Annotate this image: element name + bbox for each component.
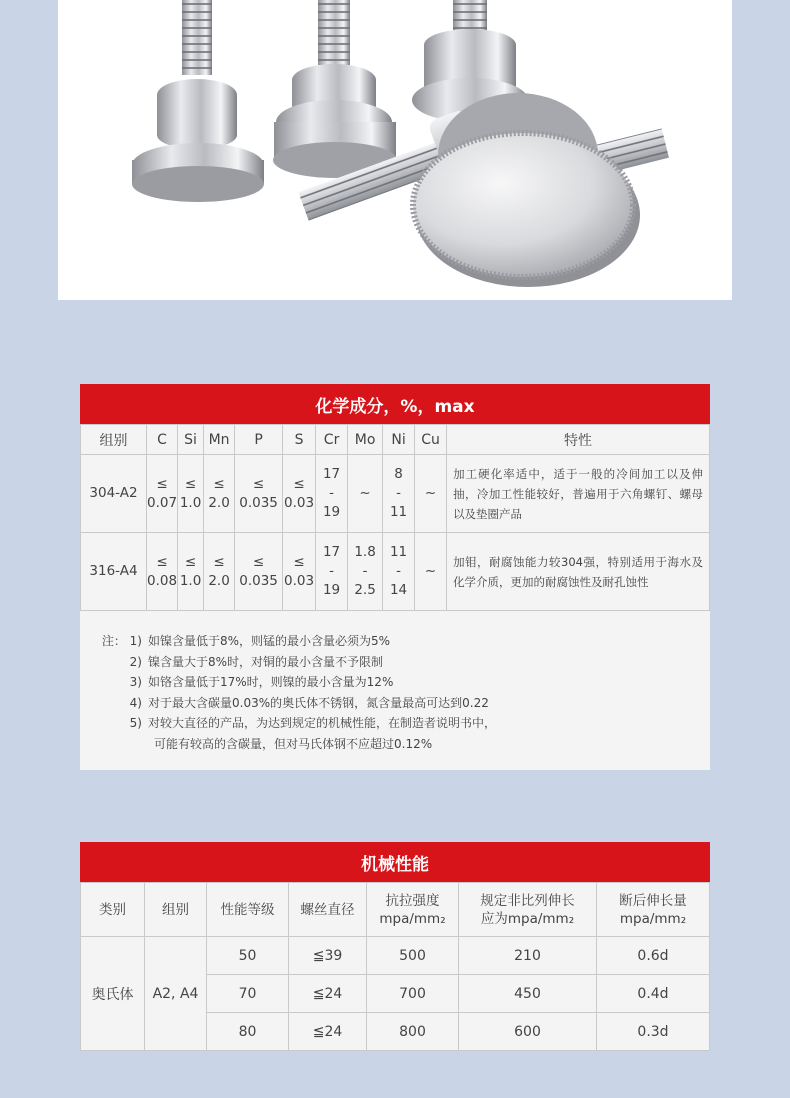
header-si: Si: [178, 425, 204, 455]
si-value: 1.0: [179, 572, 202, 589]
diameter-cell: ≦39: [289, 937, 367, 975]
note-number: 5): [129, 716, 142, 730]
grade-cell: 50: [207, 937, 289, 975]
row-property: 加工硬化率适中，适于一般的冷间加工以及伸抽，冷加工性能较好，普遍用于六角螺钉、螺母以及垫圈产品: [447, 455, 710, 533]
c-value: 0.07: [147, 494, 178, 511]
row-group: 304-A2: [81, 455, 147, 533]
p-value: 0.035: [239, 494, 278, 511]
yield-cell: 600: [459, 1013, 597, 1051]
header-category: 类别: [81, 883, 145, 937]
s-sign: ≤: [293, 475, 305, 492]
note-item: [96, 652, 710, 673]
product-photo: [58, 0, 732, 300]
header-cu: Cu: [415, 425, 447, 455]
note-item: [96, 713, 710, 734]
header-tensile-unit: mpa/mm₂: [379, 910, 446, 927]
tensile-cell: 500: [367, 937, 459, 975]
note-number: 3): [129, 675, 142, 689]
si-value: 1.0: [179, 494, 202, 511]
mo-dash: -: [362, 563, 368, 579]
mn-sign: ≤: [213, 475, 225, 492]
si-sign: ≤: [184, 553, 197, 570]
chemical-header-row: [81, 425, 710, 455]
s-value: 0.03: [284, 494, 315, 511]
header-yield-unit: 应为mpa/mm₂: [480, 910, 575, 927]
chemical-composition-card: [80, 384, 710, 770]
note-continuation: 可能有较高的含碳量，但对马氏体钢不应超过0.12%: [154, 736, 433, 751]
c-sign: ≤: [156, 553, 168, 570]
mechanical-header-row: [81, 883, 710, 937]
ni-max: 14: [389, 582, 408, 598]
note-number: 4): [129, 695, 142, 710]
mechanical-title: 机械性能: [80, 842, 710, 882]
cr-max: 19: [322, 504, 341, 520]
ni-dash: -: [396, 485, 401, 501]
mn-sign: ≤: [213, 553, 225, 570]
grade-cell: 70: [207, 975, 289, 1013]
note-item: [96, 693, 710, 714]
elongation-cell: 0.3d: [597, 1013, 710, 1051]
cu-value: ~: [415, 455, 447, 533]
note-item: [96, 672, 710, 693]
note-text: 如镍含量低于8%，则锰的最小含量必须为5%: [148, 634, 391, 648]
row-property: 加钼，耐腐蚀能力较304强，特别适用于海水及化学介质，更加的耐腐蚀性及耐孔蚀性: [447, 533, 710, 611]
category-cell: 奥氏体: [81, 937, 145, 1051]
si-sign: ≤: [184, 475, 197, 492]
tensile-cell: 700: [367, 975, 459, 1013]
c-sign: ≤: [156, 475, 168, 492]
header-p: P: [235, 425, 283, 455]
cr-dash: -: [329, 485, 334, 501]
s-sign: ≤: [293, 553, 305, 570]
cu-value: ~: [415, 533, 447, 611]
chemical-notes: [80, 611, 710, 754]
header-ni: Ni: [383, 425, 415, 455]
table-row: [81, 533, 710, 611]
chemical-table: [80, 424, 710, 611]
header-cr: Cr: [316, 425, 348, 455]
note-item: [96, 631, 710, 652]
row-group: 316-A4: [81, 533, 147, 611]
header-c: C: [147, 425, 178, 455]
header-property: 特性: [447, 425, 710, 455]
note-text: 镍含量大于8%时，对铜的最小含量不予限制: [148, 654, 384, 669]
mo-min: 1.8: [354, 544, 376, 560]
s-value: 0.03: [284, 572, 315, 589]
mn-value: 2.0: [208, 494, 230, 511]
header-yield: 规定非比列伸长: [480, 892, 575, 909]
header-group: 组别: [145, 883, 207, 937]
grade-cell: 80: [207, 1013, 289, 1051]
header-tensile: 抗拉强度: [385, 892, 440, 909]
note-text: 如铬含量低于17%时，则镍的最小含量为12%: [148, 675, 394, 689]
header-s: S: [283, 425, 316, 455]
note-number: 1): [129, 634, 142, 648]
chemical-title: 化学成分，%，max: [80, 384, 710, 424]
knurled-thumb-screws-image: [58, 0, 732, 300]
mechanical-table: [80, 882, 710, 1051]
mn-value: 2.0: [208, 572, 230, 589]
notes-prefix: 注：: [101, 634, 126, 648]
header-elongation: 断后伸长量: [619, 892, 687, 909]
ni-min: 11: [389, 544, 408, 560]
yield-cell: 450: [459, 975, 597, 1013]
p-sign: ≤: [252, 553, 265, 570]
p-value: 0.035: [239, 572, 278, 589]
cr-dash: -: [329, 563, 334, 579]
c-value: 0.08: [147, 572, 178, 589]
elongation-cell: 0.4d: [597, 975, 710, 1013]
header-group: 组别: [81, 425, 147, 455]
header-diameter: 螺丝直径: [289, 883, 367, 937]
cr-min: 17: [322, 466, 341, 482]
table-row: [81, 455, 710, 533]
note-text: 对于最大含碳量0.03%的奥氏体不锈钢，氮含量最高可达到0.22: [148, 695, 489, 710]
ni-dash: -: [396, 563, 401, 579]
cr-min: 17: [322, 544, 341, 560]
note-number: 2): [129, 654, 142, 669]
p-sign: ≤: [252, 475, 265, 492]
ni-max: 11: [389, 504, 408, 520]
cr-max: 19: [322, 582, 341, 598]
mechanical-properties-card: [80, 842, 710, 1048]
elongation-cell: 0.6d: [597, 937, 710, 975]
diameter-cell: ≦24: [289, 1013, 367, 1051]
diameter-cell: ≦24: [289, 975, 367, 1013]
yield-cell: 210: [459, 937, 597, 975]
tensile-cell: 800: [367, 1013, 459, 1051]
note-text: 对较大直径的产品，为达到规定的机械性能，在制造者说明书中，: [148, 716, 497, 730]
ni-min: 8: [394, 466, 403, 482]
mo-value: ~: [348, 455, 383, 533]
header-mn: Mn: [204, 425, 235, 455]
header-mo: Mo: [348, 425, 383, 455]
group-cell: A2, A4: [145, 937, 207, 1051]
header-grade: 性能等级: [207, 883, 289, 937]
table-row: [81, 937, 710, 975]
mo-max: 2.5: [354, 582, 376, 598]
header-elongation-unit: mpa/mm₂: [619, 910, 687, 927]
